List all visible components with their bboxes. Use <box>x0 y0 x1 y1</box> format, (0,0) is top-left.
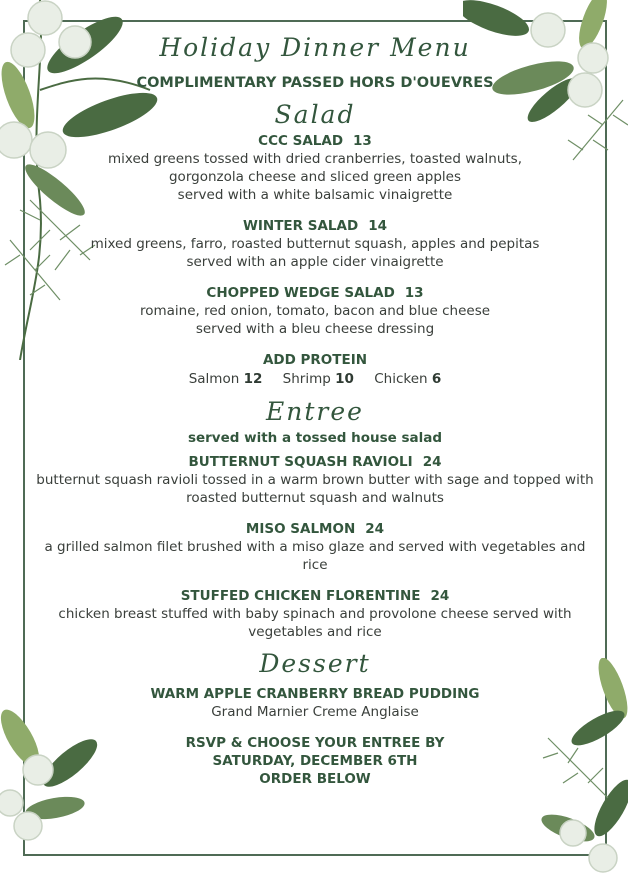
menu-item <box>30 685 600 721</box>
item-description-line: vegetables and rice <box>248 624 382 640</box>
item-name: MISO SALMON <box>245 521 356 537</box>
item-price: 24 <box>422 454 442 470</box>
item-name: WINTER SALAD <box>243 218 359 234</box>
item-price: 24 <box>365 521 385 537</box>
rsvp-line: RSVP & CHOOSE YOUR ENTREE BY <box>185 735 445 751</box>
item-description-line: Grand Marnier Creme Anglaise <box>211 704 419 720</box>
protein-option: Chicken 6 <box>374 371 442 387</box>
item-description-line: mixed greens tossed with dried cranberries, toasted walnuts, <box>107 151 523 167</box>
item-name: CCC SALAD <box>258 133 344 149</box>
item-description-line: served with an apple cider vinaigrette <box>186 254 444 270</box>
item-description-line: chicken breast stuffed with baby spinach and provolone cheese served with <box>58 606 572 622</box>
item-price: 13 <box>404 285 424 301</box>
item-name: WARM APPLE CRANBERRY BREAD PUDDING <box>150 686 480 702</box>
rsvp-line: ORDER BELOW <box>259 771 371 787</box>
item-name: STUFFED CHICKEN FLORENTINE <box>180 588 421 604</box>
rsvp-line: SATURDAY, DECEMBER 6TH <box>212 753 418 769</box>
item-description-line: roasted butternut squash and walnuts <box>186 490 444 506</box>
item-description-line: served with a white balsamic vinaigrette <box>177 187 453 203</box>
item-description-line: gorgonzola cheese and sliced green apples <box>168 169 461 185</box>
menu-content <box>30 20 600 788</box>
add-protein-block <box>30 351 600 389</box>
item-name: BUTTERNUT SQUASH RAVIOLI <box>188 454 413 470</box>
item-description-line: mixed greens, farro, roasted butternut squash, apples and pepitas <box>90 236 540 252</box>
menu-item <box>30 132 600 204</box>
menu-subtitle: COMPLIMENTARY PASSED HORS D'OUEVRES <box>136 75 494 91</box>
section-heading-entree: Entree <box>266 397 364 426</box>
menu-title: Holiday Dinner Menu <box>159 33 471 62</box>
menu-item <box>30 520 600 574</box>
item-price: 14 <box>368 218 387 234</box>
item-description-line: romaine, red onion, tomato, bacon and blue cheese <box>139 303 491 319</box>
add-protein-heading: ADD PROTEIN <box>262 352 368 368</box>
item-description-line: butternut squash ravioli tossed in a warm brown butter with sage and topped with <box>36 472 594 488</box>
item-description-line: served with a bleu cheese dressing <box>195 321 435 337</box>
menu-item <box>30 453 600 507</box>
protein-option: Shrimp 10 <box>282 371 354 387</box>
menu-item <box>30 217 600 271</box>
item-description-line: a grilled salmon filet brushed with a miso glaze and served with vegetables and rice <box>44 539 586 573</box>
menu-item <box>30 284 600 338</box>
item-name: CHOPPED WEDGE SALAD <box>206 285 395 301</box>
rsvp-block <box>30 734 600 788</box>
protein-option: Salmon 12 <box>188 371 263 387</box>
item-price: 24 <box>430 588 450 604</box>
item-price: 13 <box>353 133 372 149</box>
section-heading-dessert: Dessert <box>259 649 371 678</box>
menu-item <box>30 587 600 641</box>
section-heading-salad: Salad <box>274 100 356 129</box>
protein-options <box>30 369 600 389</box>
entree-note: served with a tossed house salad <box>187 430 443 446</box>
